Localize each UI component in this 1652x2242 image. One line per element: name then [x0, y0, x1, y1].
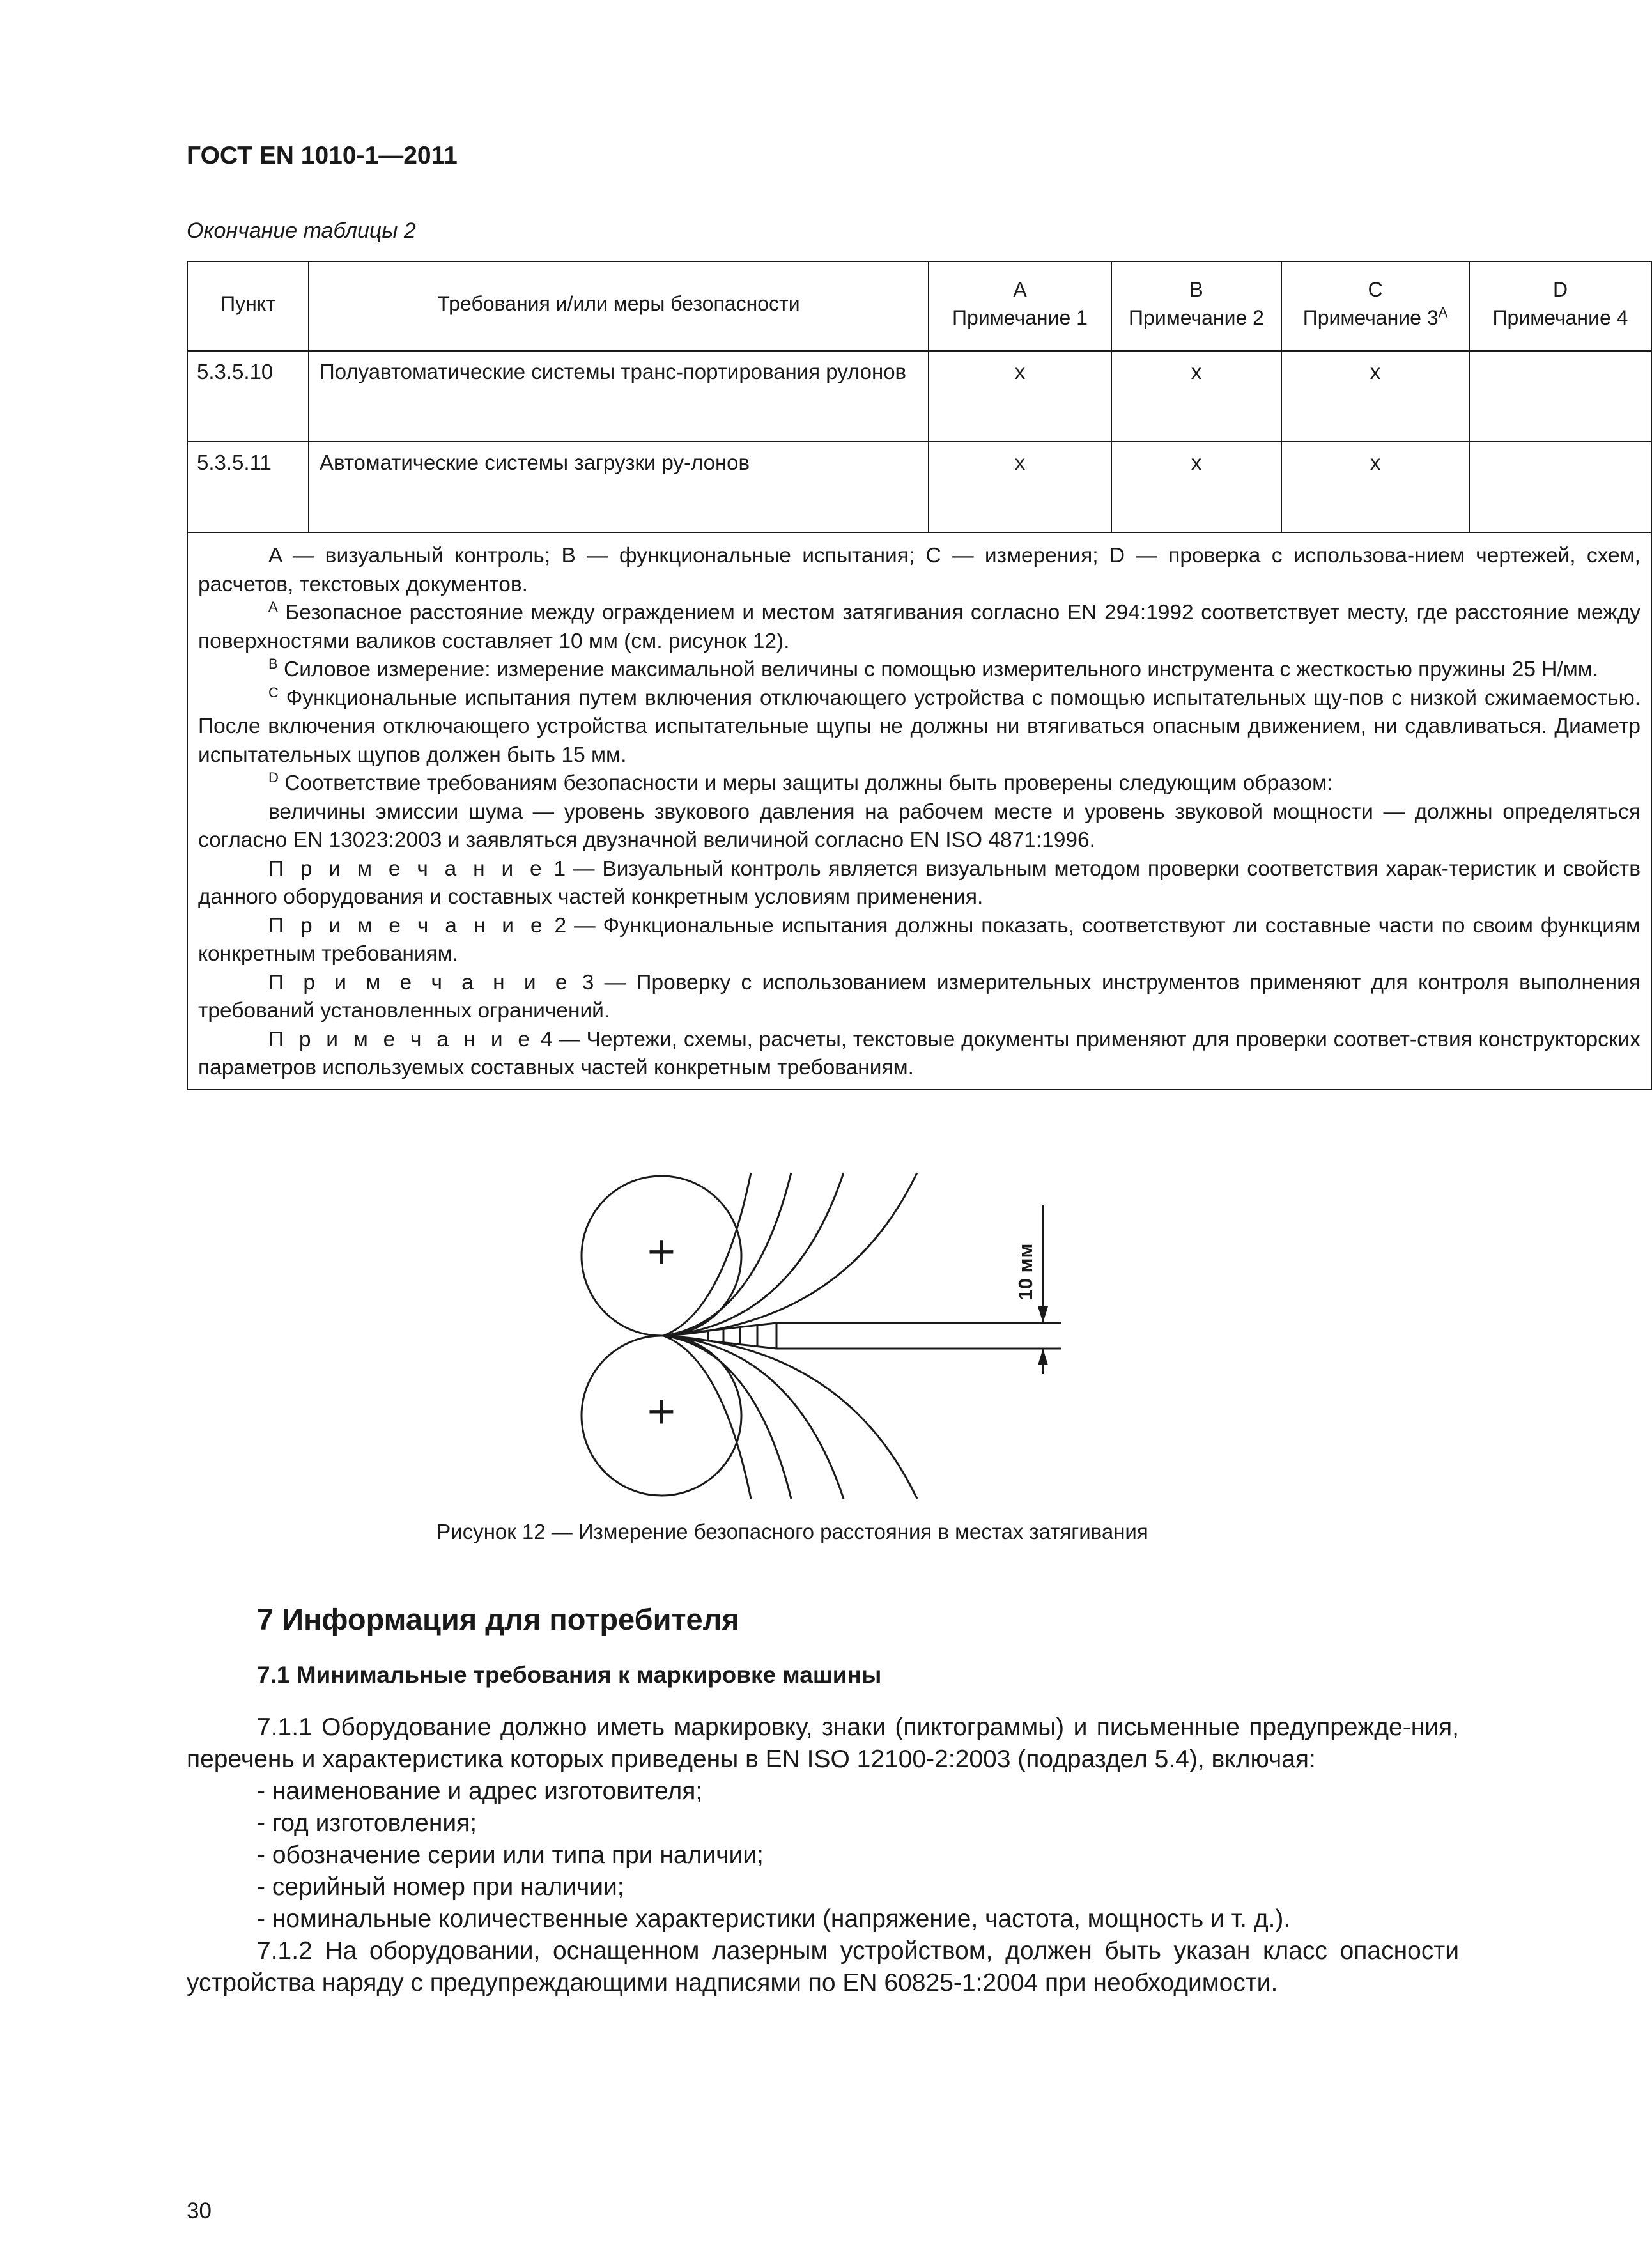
cell-item: 5.3.5.11	[187, 442, 309, 532]
dimension-label: 10 мм	[1014, 1243, 1037, 1301]
note-1: П р и м е ч а н и е 1 — Визуальный контроль является визуальным методом проверки соответствия харак-теристик и свойств данного оборудования и составных частей конкретным условиям применения.	[198, 856, 1641, 909]
note-2: П р и м е ч а н и е 2 — Функциональные испытания должны показать, соответствуют ли составные части по своим функциям конкретным требованиям.	[198, 913, 1640, 966]
cell-c: x	[1281, 442, 1469, 532]
col-header-b: B Примечание 2	[1111, 261, 1281, 345]
legend-text: A — визуальный контроль; B — функциональные испытания; C — измерения; D — проверка с использова-нием чертежей, схем, расчетов, текстовых документов.	[198, 544, 1640, 596]
subsection-heading: 7.1 Минимальные требования к маркировке машины	[257, 1662, 882, 1688]
section-body	[187, 1712, 1459, 1999]
table-row	[187, 351, 1651, 442]
requirements-table	[187, 261, 1652, 1090]
dimension-arrow-icon	[1038, 1306, 1048, 1323]
page-number: 30	[187, 2199, 212, 2223]
footnote-a: $^A$ Безопасное расстояние между ограждением и местом затягивания согласно EN 294:1992 соответствует месту, где расстояние между поверхностями валиков составляет 10 мм (см. рисунок 12).	[198, 598, 1640, 653]
roller-nip-figure	[562, 1163, 1086, 1508]
footnote-b: $^B$ Силовое измерение: измерение максимальной величины с помощью измерительного инструмента с жесткостью пружины 25 Н/мм.	[268, 655, 1599, 681]
cell-d	[1469, 442, 1651, 532]
cell-b: x	[1111, 351, 1281, 442]
header-separator	[187, 345, 1651, 351]
cell-item: 5.3.5.10	[187, 351, 309, 442]
col-header-item: Пункт	[187, 261, 309, 345]
section-heading: 7 Информация для потребителя	[257, 1602, 739, 1636]
list-item: - серийный номер при наличии;	[257, 1873, 624, 1901]
lower-roller-plus: +	[647, 1384, 676, 1439]
dimension-arrow-icon	[1038, 1349, 1048, 1365]
figure-caption: Рисунок 12 — Измерение безопасного расстояния в местах затягивания	[436, 1520, 1148, 1543]
document-header: ГОСТ EN 1010-1—2011	[187, 142, 458, 169]
upper-roller-plus: +	[647, 1225, 676, 1279]
paragraph-7-1-1: 7.1.1 Оборудование должно иметь маркировку, знаки (пиктограммы) и письменные предупрежде-ния, перечень и характеристика которых приведены в EN ISO 12100-2:2003 (подраздел 5.4), включая:	[187, 1713, 1459, 1773]
col-header-d: D Примечание 4	[1469, 261, 1651, 345]
footnote-c: $^C$ Функциональные испытания путем включения отключающего устройства с помощью испытательных щу-пов с низкой сжимаемостью. После включения отключающего устройства испытательные щупы не должны ни втягиваться опасным движением, ни сдавливаться. Диаметр испытательных щупов должен быть 15 мм.	[198, 684, 1640, 767]
cell-b: x	[1111, 442, 1281, 532]
note-3: П р и м е ч а н и е 3 — Проверку с использованием измерительных инструментов применяют для контроля выполнения требований установленных ограничений.	[198, 970, 1640, 1023]
table-footnotes	[187, 532, 1651, 1090]
footnote-d-continued: величины эмиссии шума — уровень звукового давления на рабочем месте и уровень звуковой мощности — должны определяться согласно EN 13023:2003 и заявляться двузначной величиной согласно EN ISO 4871:1996.	[198, 800, 1640, 852]
cell-requirement: Автоматические системы загрузки ру-лонов	[309, 442, 929, 532]
cell-a: x	[929, 442, 1111, 532]
footnote-d: $^D$ Соответствие требованиям безопасности и меры защиты должны быть проверены следующим образом:	[268, 769, 1333, 795]
table-row	[187, 442, 1651, 532]
paragraph-7-1-2: 7.1.2 На оборудовании, оснащенном лазерным устройством, должен быть указан класс опасности устройства наряду с предупреждающими надписями по EN 60825-1:2004 при необходимости.	[187, 1937, 1459, 1997]
list-item: - обозначение серии или типа при наличии;	[257, 1841, 764, 1869]
note-4: П р и м е ч а н и е 4 — Чертежи, схемы, расчеты, текстовые документы применяют для проверки соответ-ствия конструкторских параметров используемых составных частей конкретным требованиям.	[198, 1027, 1641, 1079]
col-header-a: A Примечание 1	[929, 261, 1111, 345]
cell-d	[1469, 351, 1651, 442]
col-header-requirements: Требования и/или меры безопасности	[309, 261, 929, 345]
table-caption: Окончание таблицы 2	[187, 219, 416, 243]
list-item: - год изготовления;	[257, 1809, 477, 1837]
col-header-c: C Примечание $3^A$	[1281, 261, 1469, 345]
cell-a: x	[929, 351, 1111, 442]
cell-c: x	[1281, 351, 1469, 442]
table-header-row	[187, 261, 1651, 345]
cell-requirement: Полуавтоматические системы транс-портирования рулонов	[309, 351, 929, 442]
list-item: - наименование и адрес изготовителя;	[257, 1777, 703, 1805]
list-item: - номинальные количественные характеристики (напряжение, частота, мощность и т. д.).	[257, 1905, 1291, 1933]
